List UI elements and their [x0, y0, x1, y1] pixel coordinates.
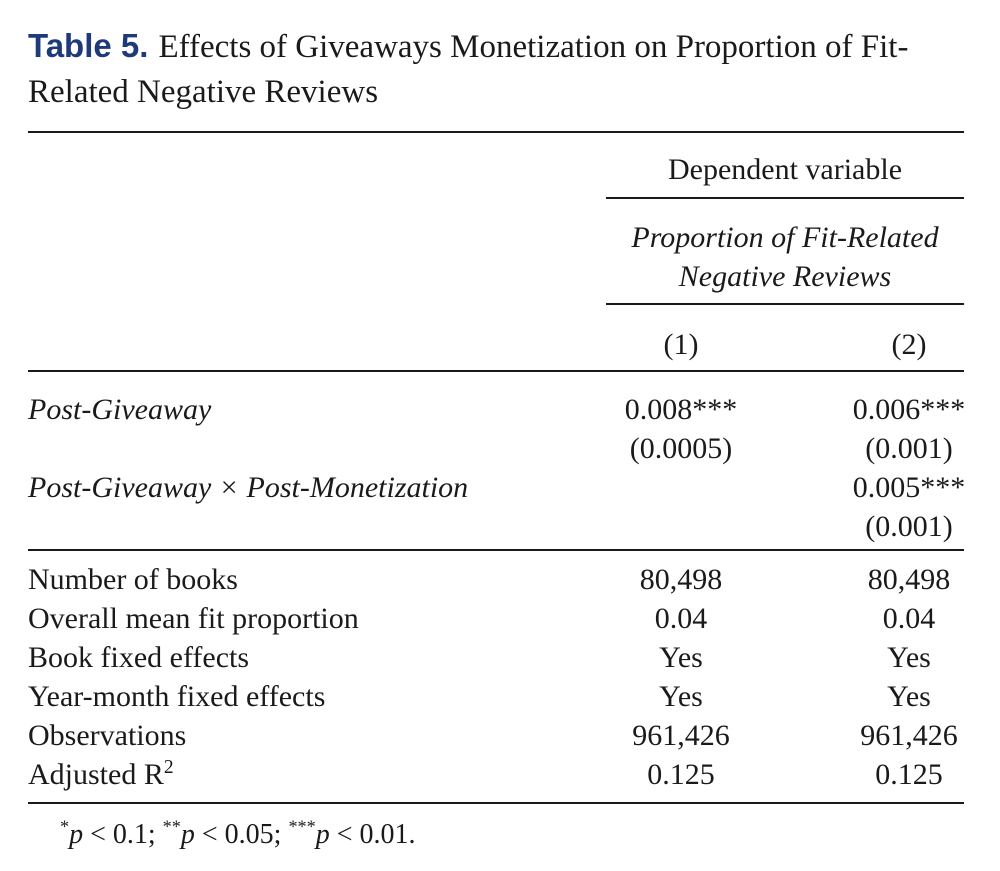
- top-rule: [28, 131, 964, 133]
- significance-note: [60, 818, 416, 852]
- header-bottom-rule: [28, 370, 964, 372]
- note-p-1: p: [69, 819, 84, 850]
- adj-r-text: Adjusted R: [28, 758, 164, 791]
- table-caption: [28, 24, 978, 114]
- note-stars-2: **: [162, 816, 181, 837]
- stat-adj-r2-col2: 0.125: [875, 758, 943, 791]
- stat-ym-fe-col1: Yes: [659, 680, 703, 713]
- note-threshold-1: < 0.1;: [83, 819, 163, 850]
- stat-mean-fit-col2: 0.04: [882, 602, 936, 635]
- post-giveaway-col2-estimate: 0.006***: [852, 393, 966, 426]
- stat-books-col2: 80,498: [867, 563, 951, 596]
- adj-r-superscript: 2: [163, 757, 174, 778]
- dv-name-underline: [606, 303, 964, 305]
- stat-ym-fe-col2: Yes: [887, 680, 931, 713]
- stat-observations-col1: 961,426: [632, 719, 730, 752]
- stat-book-fe-col2: Yes: [887, 641, 931, 674]
- row-label-post-giveaway: Post-Giveaway: [28, 393, 212, 426]
- stat-label-mean-fit: Overall mean fit proportion: [28, 602, 359, 635]
- table-label: Table 5.: [28, 27, 149, 64]
- note-stars-3: ***: [288, 816, 316, 837]
- post-giveaway-col2-se: (0.001): [865, 432, 953, 465]
- stat-label-observations: Observations: [28, 719, 187, 752]
- table-bottom-rule: [28, 802, 964, 804]
- stat-mean-fit-col1: 0.04: [654, 602, 708, 635]
- note-stars-1: *: [60, 816, 70, 837]
- dv-name-line2: Negative Reviews: [678, 260, 892, 293]
- note-p-3: p: [315, 819, 330, 850]
- stat-adj-r2-col1: 0.125: [647, 758, 715, 791]
- note-threshold-3: < 0.01.: [329, 819, 416, 850]
- dv-underline: [606, 197, 964, 199]
- column-header-2: (2): [891, 328, 927, 361]
- interaction-col2-se: (0.001): [865, 510, 953, 543]
- post-giveaway-col1-estimate: 0.008***: [624, 393, 738, 426]
- note-threshold-2: < 0.05;: [194, 819, 289, 850]
- dv-name-line1: Proportion of Fit-Related: [631, 221, 939, 254]
- interaction-col2-estimate: 0.005***: [852, 471, 966, 504]
- stat-label-ym-fe: Year-month fixed effects: [28, 680, 326, 713]
- stat-label-book-fe: Book fixed effects: [28, 641, 250, 674]
- stat-book-fe-col1: Yes: [659, 641, 703, 674]
- table-title: Effects of Giveaways Monetization on Proportion of Fit-Related Negative Reviews: [28, 29, 909, 110]
- coefficients-bottom-rule: [28, 549, 964, 551]
- dependent-variable-header: Dependent variable: [667, 153, 903, 186]
- post-giveaway-col1-se: (0.0005): [629, 432, 733, 465]
- stat-label-adj-r2: [28, 757, 174, 793]
- note-p-2: p: [180, 819, 195, 850]
- stat-label-books: Number of books: [28, 563, 238, 596]
- row-label-interaction: Post-Giveaway × Post-Monetization: [28, 471, 469, 504]
- stat-observations-col2: 961,426: [860, 719, 958, 752]
- column-header-1: (1): [663, 328, 699, 361]
- stat-books-col1: 80,498: [639, 563, 723, 596]
